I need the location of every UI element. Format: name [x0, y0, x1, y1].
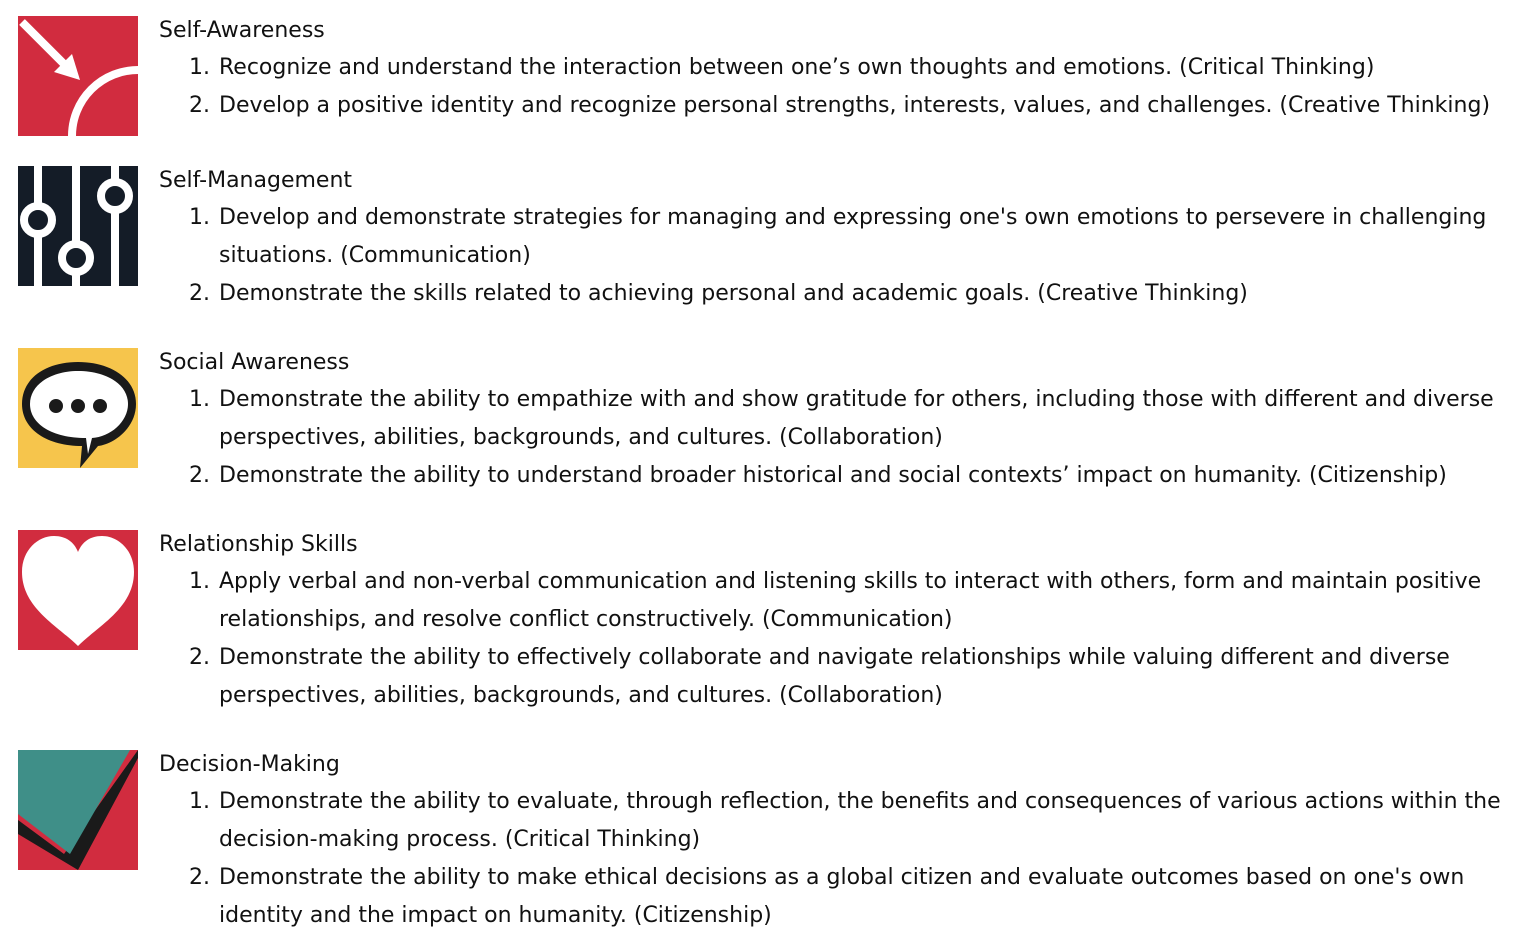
item-text: Demonstrate the ability to make ethical decisions as a global citizen and evaluate outcomes based on one's own identity and the impact on humanity. (Citizenship): [219, 865, 1465, 928]
item-number: 2.: [189, 865, 210, 890]
section-title: Self-Awareness: [159, 18, 325, 43]
item-number: 2.: [189, 463, 210, 488]
item-number: 1.: [189, 789, 210, 814]
list-item: [159, 859, 1519, 935]
item-number: 2.: [189, 281, 210, 306]
objective-list: [159, 199, 1519, 313]
arrow-into-circle-icon: [18, 16, 138, 136]
list-item: [159, 783, 1519, 859]
heart-icon: [18, 530, 138, 650]
objective-list: [159, 381, 1519, 495]
item-text: Demonstrate the ability to effectively collaborate and navigate relationships while valuing different and diverse perspectives, abilities, backgrounds, and cultures. (Collaboration): [219, 645, 1450, 708]
item-number: 1.: [189, 55, 210, 80]
item-text: Demonstrate the skills related to achieving personal and academic goals. (Creative Thinking): [219, 281, 1248, 306]
section-title: Decision-Making: [159, 752, 340, 777]
checkmark-icon: [18, 750, 138, 870]
item-text: Develop and demonstrate strategies for managing and expressing one's own emotions to persevere in challenging situations. (Communication): [219, 205, 1487, 268]
objective-list: [159, 783, 1519, 935]
item-text: Develop a positive identity and recognize personal strengths, interests, values, and challenges. (Creative Thinking): [219, 93, 1491, 118]
list-item: [159, 275, 1519, 313]
section-title: Self-Management: [159, 168, 353, 193]
item-text: Apply verbal and non-verbal communication and listening skills to interact with others, form and maintain positive relationships, and resolve conflict constructively. (Communication): [219, 569, 1482, 632]
list-item: [159, 199, 1519, 275]
item-number: 2.: [189, 93, 210, 118]
objective-list: [159, 49, 1519, 125]
item-number: 1.: [189, 387, 210, 412]
item-number: 2.: [189, 645, 210, 670]
section-title: Relationship Skills: [159, 532, 358, 557]
list-item: [159, 457, 1519, 495]
item-text: Recognize and understand the interaction between one’s own thoughts and emotions. (Critical Thinking): [219, 55, 1375, 80]
list-item: [159, 381, 1519, 457]
list-item: [159, 563, 1519, 639]
speech-bubble-icon: [18, 348, 138, 468]
item-text: Demonstrate the ability to understand broader historical and social contexts’ impact on humanity. (Citizenship): [219, 463, 1447, 488]
list-item: [159, 87, 1519, 125]
item-number: 1.: [189, 205, 210, 230]
item-text: Demonstrate the ability to evaluate, through reflection, the benefits and consequences of various actions within the decision-making process. (Critical Thinking): [219, 789, 1501, 852]
list-item: [159, 639, 1519, 715]
list-item: [159, 49, 1519, 87]
objective-list: [159, 563, 1519, 715]
item-text: Demonstrate the ability to empathize with and show gratitude for others, including those with different and diverse perspectives, abilities, backgrounds, and cultures. (Collaboration): [219, 387, 1494, 450]
item-number: 1.: [189, 569, 210, 594]
section-title: Social Awareness: [159, 350, 350, 375]
sliders-icon: [18, 166, 138, 286]
